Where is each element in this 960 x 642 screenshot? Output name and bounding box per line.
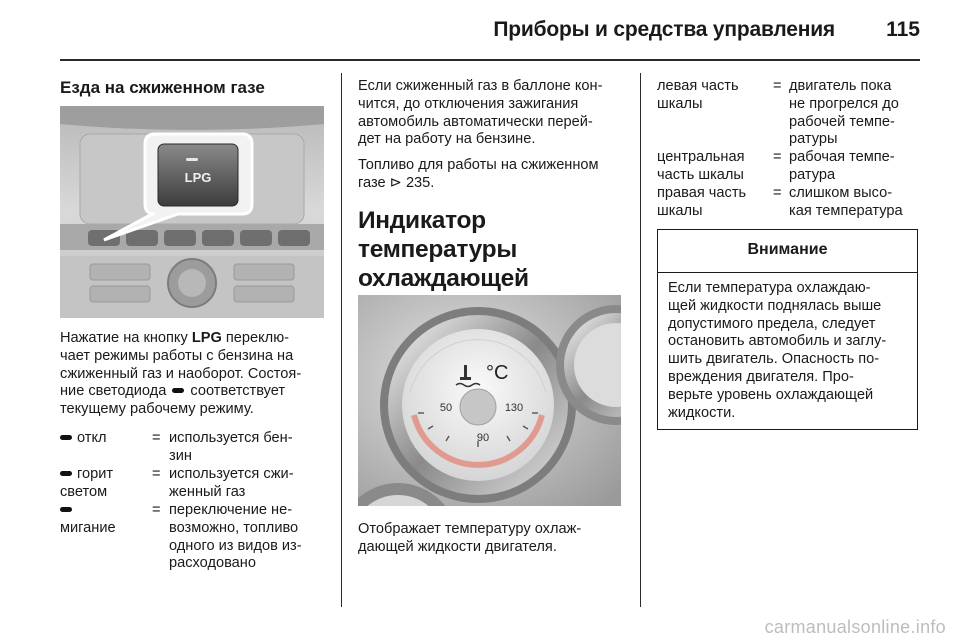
fuel-line-2: газе	[358, 174, 390, 191]
scale-part-label: шкалы	[657, 95, 703, 112]
led-meaning-line: расходовано	[169, 555, 256, 572]
intro-line: дет на работу на бензине.	[358, 131, 536, 148]
led-meaning-line: используется сжи-	[169, 466, 294, 482]
page-reference-icon: ⊳	[389, 174, 402, 191]
scale-meaning-line: не прогрелся до	[789, 95, 899, 112]
led-row-off	[60, 430, 340, 466]
lpg-button-photo	[60, 106, 324, 318]
para-l4b: соответствует	[186, 383, 286, 400]
lpg-button-label: LPG	[184, 170, 212, 185]
led-state-label: мигание	[60, 519, 116, 536]
para-line-3: сжиженный газ и наоборот. Состоя-	[60, 365, 302, 382]
equals-sign: =	[152, 430, 161, 446]
temperature-scale-table	[657, 78, 927, 228]
scale-meaning-line: кая температура	[789, 202, 903, 219]
scale-meaning-line: рабочая темпе-	[789, 149, 895, 165]
scale-part-label: левая часть	[657, 78, 739, 94]
led-meaning-line: одного из видов из-	[169, 537, 302, 554]
warning-title: Внимание	[658, 230, 917, 273]
heading-line: охлаждающей	[358, 265, 529, 292]
scale-row-left	[657, 78, 927, 149]
gauge-unit-label: °C	[486, 362, 509, 384]
scale-row-center	[657, 149, 927, 185]
scale-part-label: часть шкалы	[657, 166, 744, 183]
scale-part-label: центральная	[657, 149, 745, 165]
scale-meaning-line: двигатель пока	[789, 78, 892, 94]
watermark-text: carmanualsonline.info	[764, 617, 946, 637]
equals-sign: =	[152, 502, 161, 518]
warning-line: вреждения двигателя. Про-	[668, 368, 854, 385]
led-meaning-line: возможно, топливо	[169, 519, 299, 536]
para-pre: Нажатие на кнопку	[60, 330, 192, 346]
lpg-bold: LPG	[191, 330, 222, 346]
intro-line: чится, до отключения зажигания	[358, 95, 579, 112]
intro-line: автомобиль автоматически перей-	[358, 113, 593, 130]
warning-line: щей жидкости поднялась выше	[668, 297, 882, 314]
caption-line: Отображает температуру охлаж-	[358, 521, 582, 537]
led-icon	[60, 435, 72, 440]
scale-meaning-line: ратура	[789, 166, 836, 183]
warning-line: допустимого предела, следует	[668, 315, 876, 332]
led-state-label: светом	[60, 483, 108, 500]
gauge-caption	[358, 521, 638, 557]
led-meaning-line: переключение не-	[169, 502, 293, 518]
warning-text	[668, 280, 913, 422]
scale-meaning-line: рабочей темпе-	[789, 113, 895, 130]
lpg-paragraph	[60, 330, 340, 419]
para-l1-rest: переклю-	[221, 330, 290, 346]
column-1	[60, 78, 330, 98]
page-number: 115	[886, 18, 920, 41]
scale-meaning-line: ратуры	[789, 131, 838, 148]
caption-line: дающей жидкости двигателя.	[358, 538, 557, 555]
warning-line: жидкости.	[668, 404, 736, 421]
led-status-table	[60, 430, 340, 590]
page-reference-number: 235.	[401, 174, 435, 191]
column-2	[358, 78, 630, 193]
gauge-tick-50: 50	[439, 402, 453, 414]
equals-sign: =	[773, 185, 782, 201]
equals-sign: =	[773, 78, 782, 94]
warning-line: шить двигатель. Опасность по-	[668, 351, 880, 368]
warning-line: Если температура охлаждаю-	[668, 280, 871, 296]
led-icon	[60, 471, 72, 476]
led-icon	[60, 507, 72, 512]
scale-part-label: шкалы	[657, 202, 703, 219]
para-line-2: чает режимы работы с бензина на	[60, 347, 294, 364]
equals-sign: =	[773, 149, 782, 165]
intro-line: Если сжиженный газ в баллоне кон-	[358, 78, 603, 94]
column-divider-1	[341, 73, 342, 607]
heading-line: Индикатор температуры	[358, 207, 517, 263]
led-row-blink	[60, 502, 340, 574]
led-meaning-line: используется бен-	[169, 430, 293, 446]
led-state-label: горит	[77, 466, 114, 482]
scale-part-label: правая часть	[657, 185, 747, 201]
column-divider-2	[640, 73, 641, 607]
warning-line: верьте уровень охлаждающей	[668, 386, 874, 403]
gauge-tick-90: 90	[476, 432, 490, 444]
scale-row-right	[657, 185, 927, 221]
scale-meaning-line: слишком высо-	[789, 185, 893, 201]
gauge-tick-130: 130	[504, 402, 524, 414]
led-row-on	[60, 466, 340, 502]
coolant-gauge-photo	[358, 295, 621, 506]
led-icon	[172, 388, 184, 393]
section-heading-lpg: Езда на сжиженном газе	[60, 78, 265, 97]
para-l4a: ние светодиода	[60, 383, 171, 400]
page-header-title: Приборы и средства управления	[493, 18, 835, 41]
warning-line: остановить автомобиль и заглу-	[668, 333, 887, 350]
led-state-label: откл	[77, 430, 107, 446]
fuel-line: Топливо для работы на сжиженном	[358, 157, 599, 174]
para-line-5: текущему рабочему режиму.	[60, 401, 254, 418]
header-rule	[60, 59, 920, 61]
warning-box	[657, 229, 918, 430]
led-meaning-line: женный газ	[169, 483, 246, 500]
led-meaning-line: зин	[169, 447, 192, 464]
equals-sign: =	[152, 466, 161, 482]
